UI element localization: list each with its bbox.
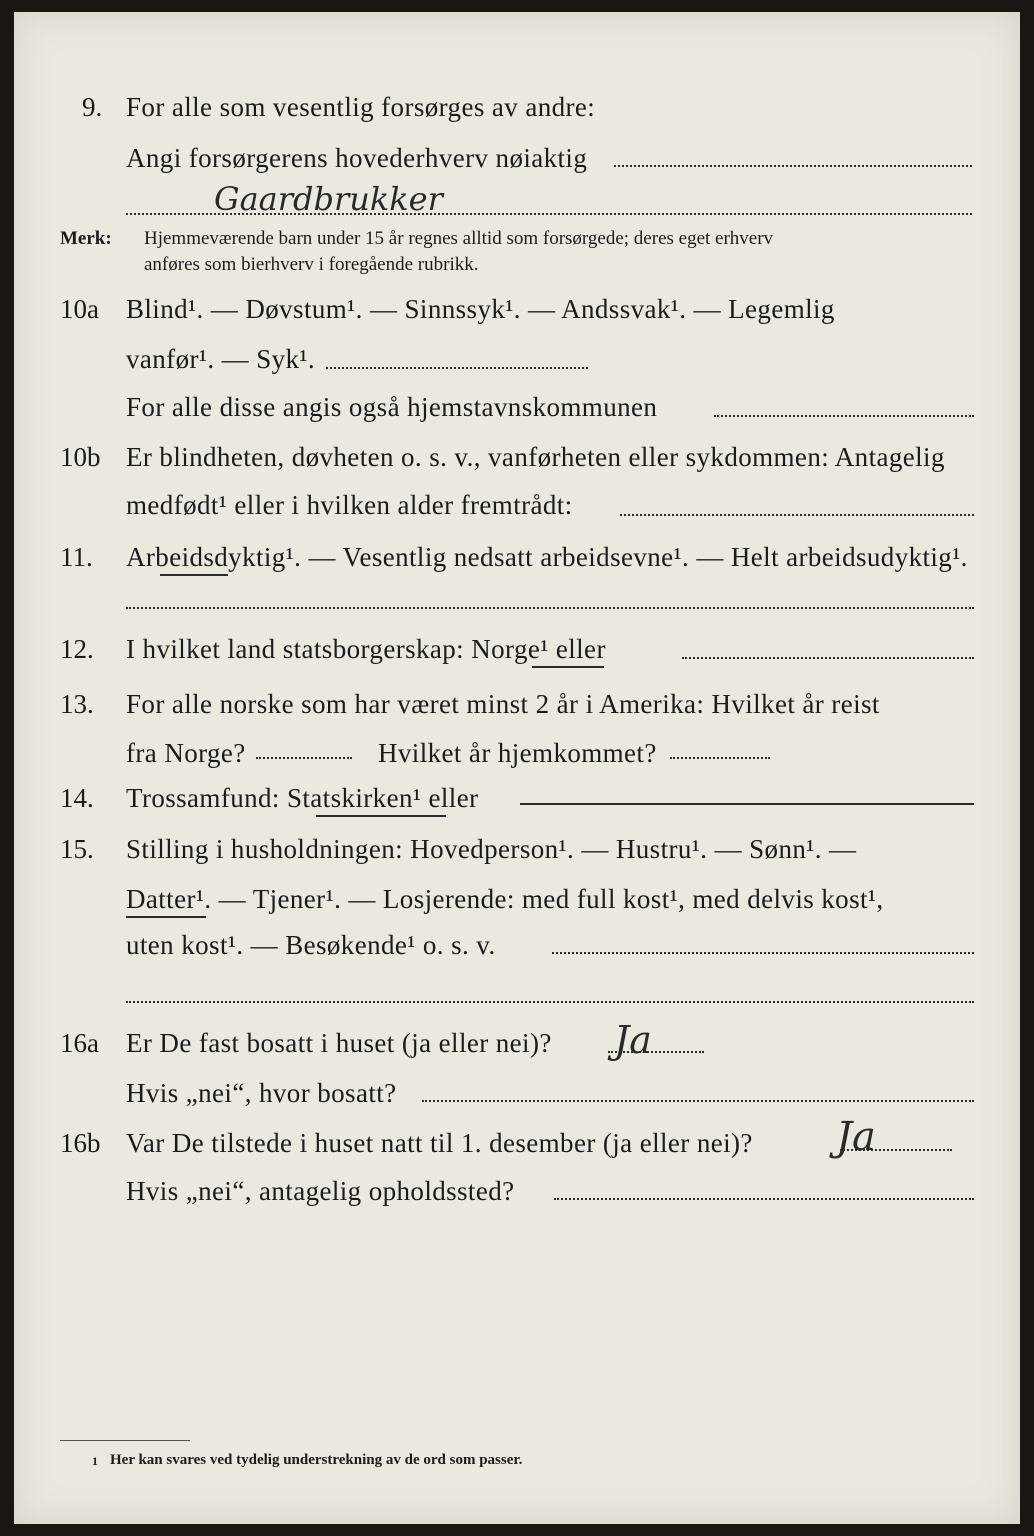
q16a-fill-line [608, 1048, 704, 1053]
q10a-line1: Blind¹. — Døvstum¹. — Sinnssyk¹. — Andssvak¹. — Legemlig [126, 294, 835, 324]
q15-fill-line [552, 949, 974, 954]
q16b-line2: Hvis „nei“, antagelig opholdssted? [126, 1176, 515, 1206]
q10a-line3: For alle disse angis også hjemstavnskommunen [126, 392, 658, 422]
q9-answer-handwriting: Gaardbrukker [214, 180, 443, 218]
q9-number: 9. [82, 92, 103, 122]
q15-line1: Stilling i husholdningen: Hovedperson¹. — Hustru¹. — Sønn¹. — [126, 834, 857, 864]
footnote-divider [60, 1440, 190, 1441]
q16b-fill-line [840, 1146, 952, 1151]
q13-line2b: Hvilket år hjemkommet? [378, 738, 657, 768]
q13-line1: For alle norske som har været minst 2 år i Amerika: Hvilket år reist [126, 689, 880, 719]
q10b-fill-line [620, 511, 974, 516]
merk-line1: Hjemmeværende barn under 15 år regnes alltid som forsørgede; deres eget erhverv [144, 228, 774, 249]
merk-label: Merk: [60, 228, 112, 249]
q15-underline-mark [126, 916, 206, 918]
q15-extra-line [126, 998, 974, 1003]
q16a-place-line [422, 1097, 974, 1102]
q10a-home-line [714, 412, 974, 417]
q15-line2: Datter¹. — Tjener¹. — Losjerende: med full kost¹, med delvis kost¹, [126, 884, 884, 914]
footnote-text: Her kan svares ved tydelig understrekning av de ord som passer. [110, 1452, 523, 1468]
q16b-number: 16b [60, 1128, 101, 1158]
q16b-line1: Var De tilstede i huset natt til 1. desember (ja eller nei)? [126, 1128, 753, 1158]
q13-line2a: fra Norge? [126, 738, 246, 768]
q16a-number: 16a [60, 1028, 99, 1058]
q12-number: 12. [60, 634, 94, 664]
q14-underline-mark [316, 815, 446, 817]
q9-line2: Angi forsørgerens hovederhverv nøiaktig [126, 143, 588, 173]
q15-line3: uten kost¹. — Besøkende¹ o. s. v. [126, 930, 496, 960]
footnote-mark: 1 [92, 1454, 98, 1468]
q9-answer-line [126, 210, 972, 215]
merk-line2: anføres som bierhverv i foregående rubrikk. [144, 254, 479, 275]
q11-underline-mark [160, 574, 228, 576]
q14-fill-line [520, 803, 974, 805]
q13-right-fill-line [670, 754, 770, 759]
q16a-line1: Er De fast bosatt i huset (ja eller nei)? [126, 1028, 552, 1058]
q15-number: 15. [60, 834, 94, 864]
q11-number: 11. [60, 542, 93, 572]
q11-fill-line [126, 604, 974, 609]
q12-underline-mark [532, 666, 604, 668]
q16a-answer-handwriting: Ja [614, 1018, 652, 1062]
q10a-number: 10a [60, 294, 99, 324]
q10b-line1: Er blindheten, døvheten o. s. v., vanførheten eller sykdommen: Antagelig [126, 442, 945, 472]
q9-fill-line [614, 162, 972, 167]
q10b-line2: medfødt¹ eller i hvilken alder fremtrådt: [126, 490, 573, 520]
q14-number: 14. [60, 783, 94, 813]
census-form-page [14, 12, 1020, 1524]
q12-line1: I hvilket land statsborgerskap: Norge¹ eller [126, 634, 606, 664]
q11-line1: Arbeidsdyktig¹. — Vesentlig nedsatt arbeidsevne¹. — Helt arbeidsudyktig¹. [126, 542, 968, 572]
q16b-answer-handwriting: Ja [836, 1114, 876, 1160]
q13-left-fill-line [256, 754, 352, 759]
q10a-fill-line [326, 364, 588, 369]
q14-line1: Trossamfund: Statskirken¹ eller [126, 783, 479, 813]
q12-fill-line [682, 654, 974, 659]
q10b-number: 10b [60, 442, 101, 472]
q16a-line2: Hvis „nei“, hvor bosatt? [126, 1078, 397, 1108]
q16b-place-line [554, 1195, 974, 1200]
q10a-line2: vanfør¹. — Syk¹. [126, 344, 316, 374]
q13-number: 13. [60, 689, 94, 719]
q9-line1: For alle som vesentlig forsørges av andre: [126, 92, 596, 122]
